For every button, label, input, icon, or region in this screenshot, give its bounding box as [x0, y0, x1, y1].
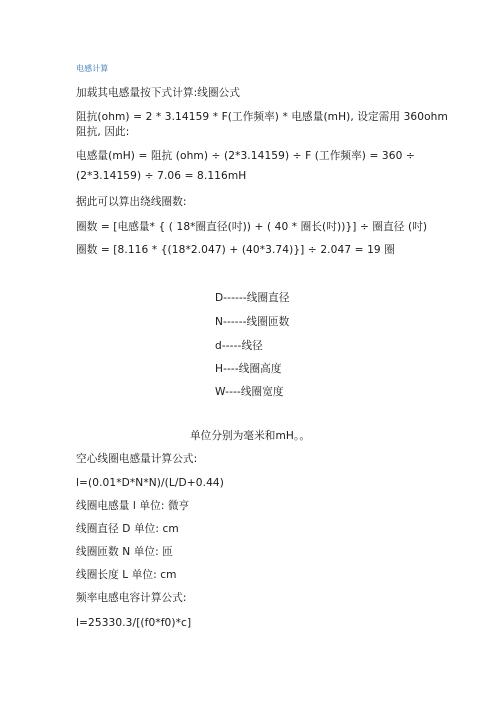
text-line-2: 阻抗(ohm) = 2 * 3.14159 * F(工作频率) * 电感量(mH), 设定需用 360ohm [76, 111, 448, 123]
air-core-item-diameter: 线圈直径 D 单位: cm [76, 523, 179, 535]
legend-item-d-diameter: D------线圈直径 [215, 292, 290, 304]
legend-item-n-turns: N------线圈匝数 [215, 316, 290, 328]
air-core-item-inductance: 线圈电感量 l 单位: 微亨 [76, 500, 190, 512]
freq-title: 频率电感电容计算公式: [76, 592, 187, 604]
legend-item-h-height: H----线圈高度 [215, 363, 282, 375]
page-header: 电感计算 [76, 64, 109, 73]
text-line-5: (2*3.14159) ÷ 7.06 = 8.116mH [76, 170, 247, 182]
text-line-6: 据此可以算出绕线圈数: [76, 196, 187, 208]
freq-formula: l=25330.3/[(f0*f0)*c] [76, 617, 192, 629]
air-core-formula: l=(0.01*D*N*N)/(L/D+0.44) [76, 477, 224, 489]
text-line-8: 圈数 = [8.116 * {(18*2.047) + (40*3.74)}] ÷ 2.047 = 19 圈 [76, 244, 395, 256]
legend-item-wire-diameter: d-----线径 [215, 340, 263, 352]
units-note: 单位分别为毫米和mH。。 [189, 430, 311, 442]
text-line-3: 阻抗, 因此: [76, 126, 130, 138]
air-core-item-turns: 线圈匝数 N 单位: 匝 [76, 546, 173, 558]
text-line-1: 加载其电感量按下式计算:线圈公式 [76, 87, 241, 99]
air-core-item-length: 线圈长度 L 单位: cm [76, 569, 177, 581]
legend-item-w-width: W----线圈宽度 [215, 386, 284, 398]
text-line-7: 圈数 = [电感量* { ( 18*圈直径(吋)) + ( 40 * 圈长(吋))}] ÷ 圈直径 (吋) [76, 221, 428, 233]
air-core-title: 空心线圈电感量计算公式: [76, 453, 198, 465]
text-line-4: 电感量(mH) = 阻抗 (ohm) ÷ (2*3.14159) ÷ F (工作频率) = 360 ÷ [76, 150, 415, 162]
